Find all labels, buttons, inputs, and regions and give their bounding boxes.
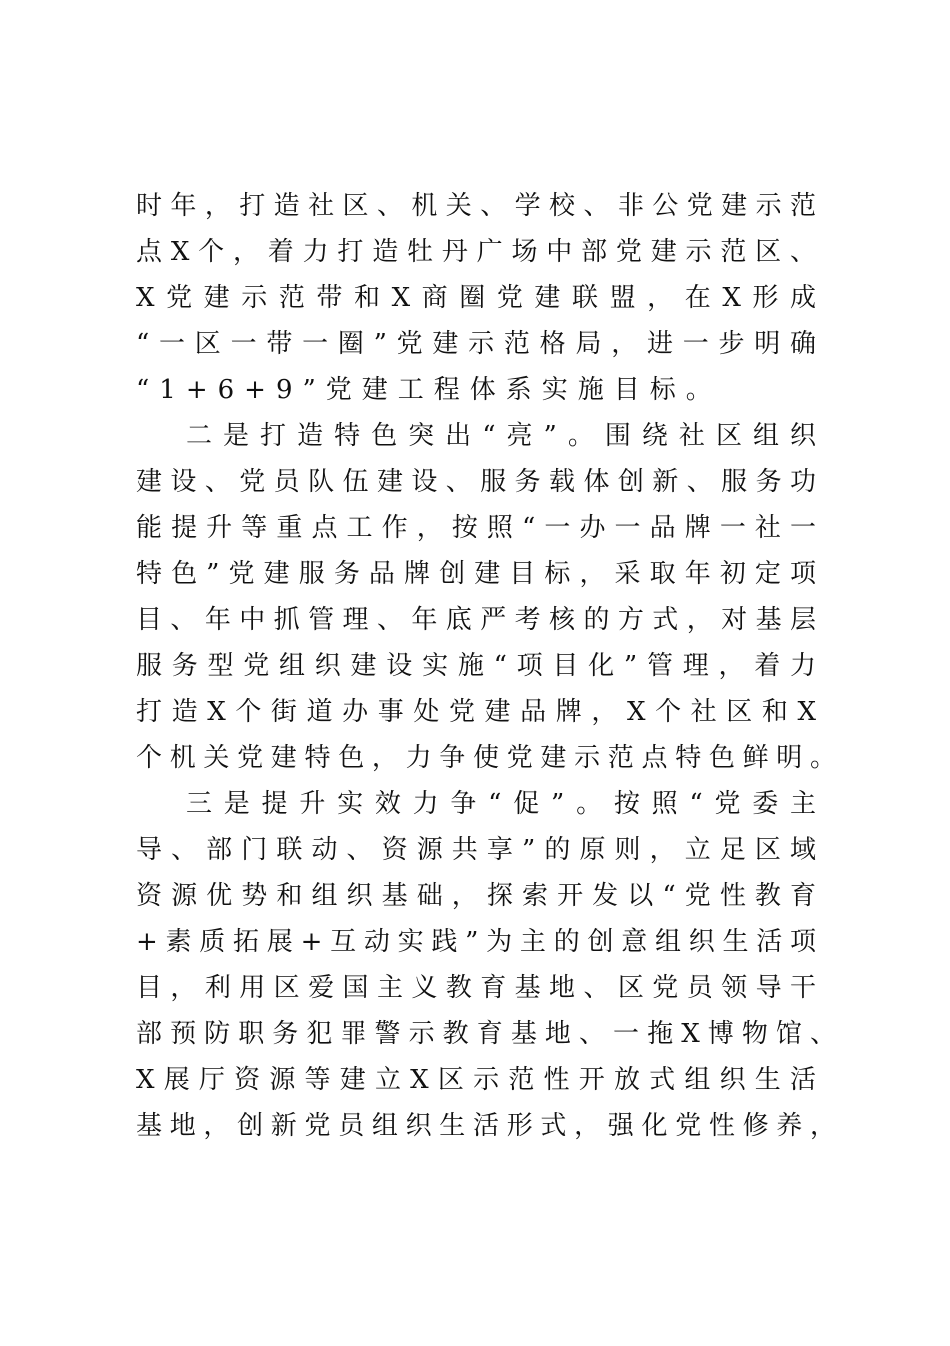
text-line: 个机关党建特色，力争使党建示范点特色鲜明。: [136, 743, 836, 773]
text-line: 目、年中抓管理、年底严考核的方式，对基层: [136, 605, 816, 635]
text-line: “一区一带一圈”党建示范格局，进一步明确: [136, 329, 816, 359]
text-line: “1+6+9”党建工程体系实施目标。: [136, 375, 722, 405]
text-line: X展厅资源等建立X区示范性开放式组织生活: [136, 1065, 816, 1095]
text-line: 导、部门联动、资源共享”的原则，立足区域: [136, 835, 816, 865]
paragraph-start-line: 三是提升实效力争“促”。按照“党委主: [186, 789, 816, 819]
text-line: +素质拓展+互动实践”为主的创意组织生活项: [136, 927, 816, 957]
text-line: 基地，创新党员组织生活形式，强化党性修养，: [136, 1111, 836, 1141]
text-line: 点X个，着力打造牡丹广场中部党建示范区、: [136, 237, 816, 267]
paragraph-start-line: 二是打造特色突出“亮”。围绕社区组织: [186, 421, 816, 451]
text-line: 能提升等重点工作，按照“一办一品牌一社一: [136, 513, 816, 543]
text-line: 目，利用区爱国主义教育基地、区党员领导干: [136, 973, 816, 1003]
text-line: 特色”党建服务品牌创建目标，采取年初定项: [136, 559, 816, 589]
text-line: 时年，打造社区、机关、学校、非公党建示范: [136, 191, 816, 221]
text-line: 部预防职务犯罪警示教育基地、一拖X博物馆、: [136, 1019, 836, 1049]
text-line: 建设、党员队伍建设、服务载体创新、服务功: [136, 467, 816, 497]
text-line: 资源优势和组织基础，探索开发以“党性教育: [136, 881, 816, 911]
text-line: 服务型党组织建设实施“项目化”管理，着力: [136, 651, 816, 681]
text-line: 打造X个街道办事处党建品牌，X个社区和X: [136, 697, 816, 727]
text-line: X党建示范带和X商圈党建联盟，在X形成: [136, 283, 816, 313]
